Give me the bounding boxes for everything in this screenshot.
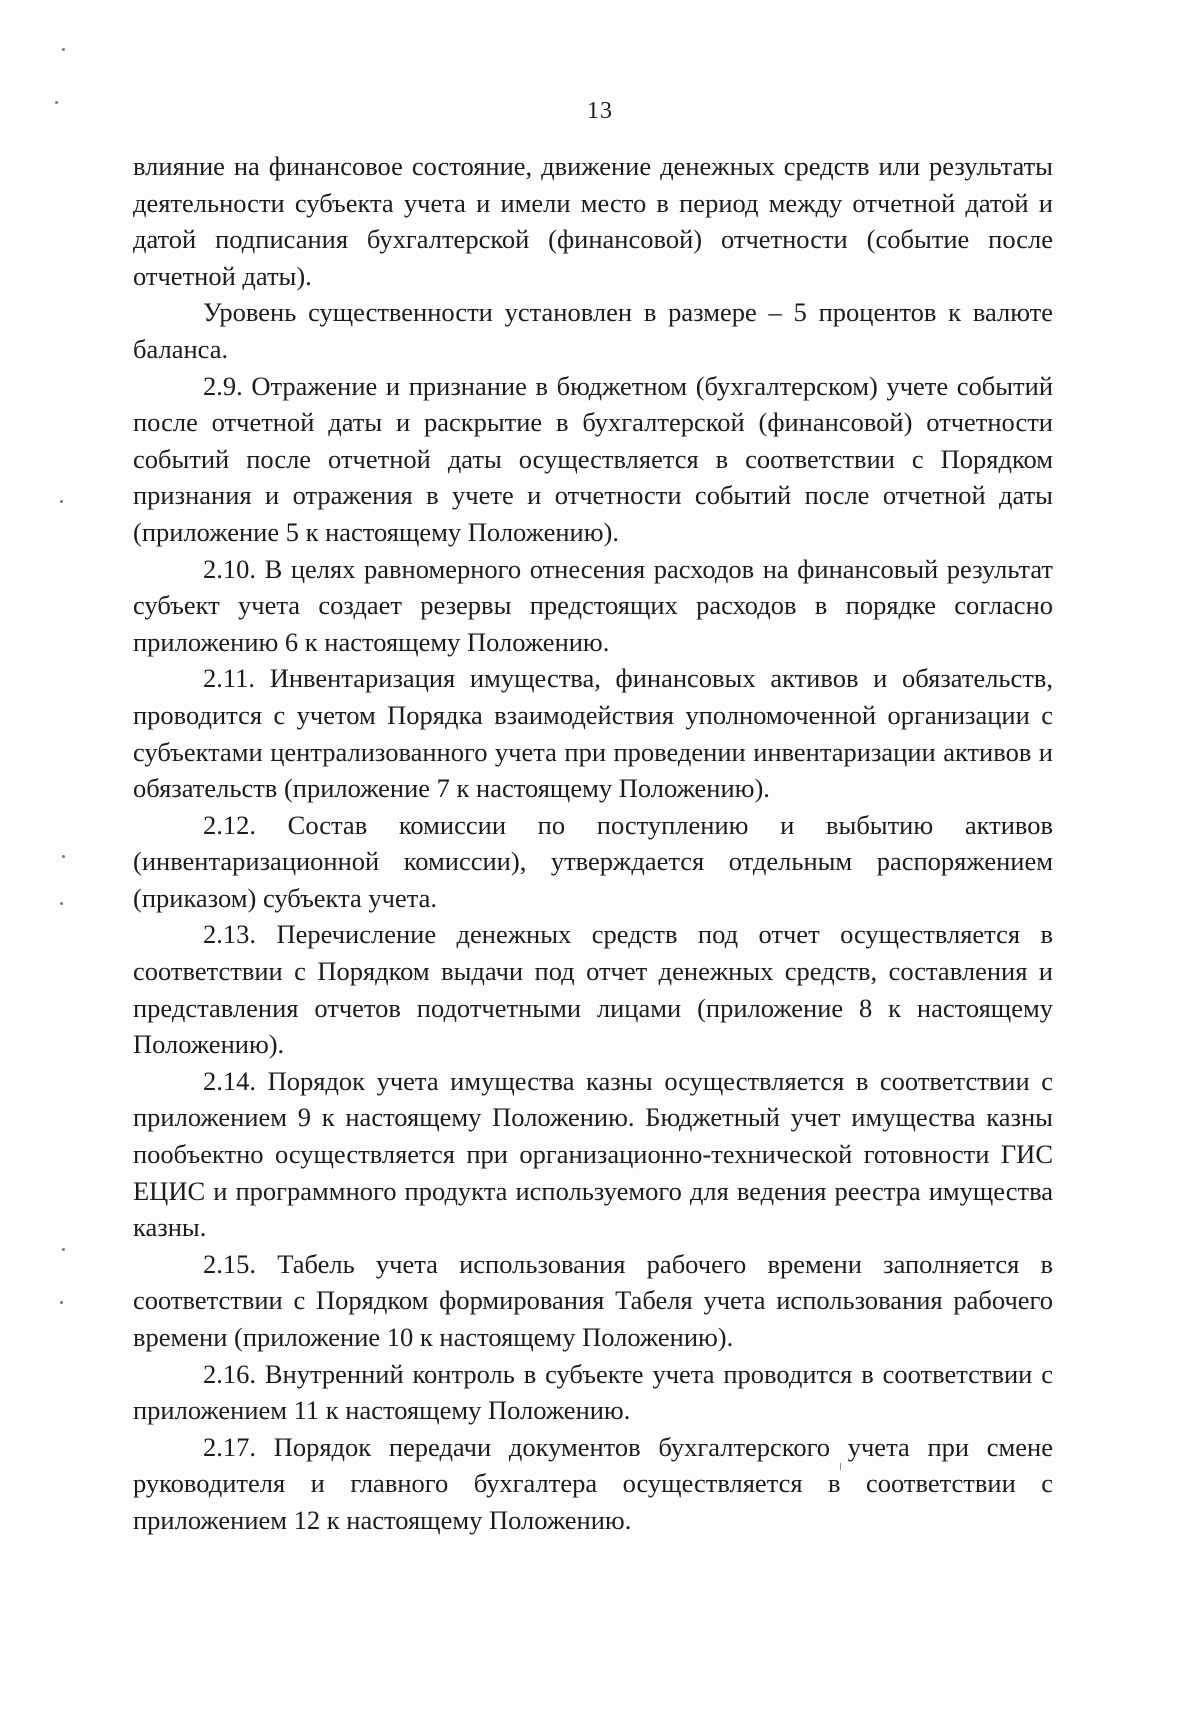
paragraph-materiality: Уровень существенности установлен в размере – 5 процентов к валюте баланса. <box>133 297 1053 364</box>
document-body <box>133 148 1053 1539</box>
paragraph-2-9: 2.9. Отражение и признание в бюджетном (бухгалтерском) учете событий после отчетной даты и раскрытие в бухгалтерской (финансовой) отчетности событий после отчетной даты осуществляется в соответствии с Порядком признания и отражения в учете и отчетности событий после отчетной даты (приложение 5 к настоящему Положению). <box>133 370 1053 547</box>
scan-speck <box>60 500 63 503</box>
paragraph-2-16: 2.16. Внутренний контроль в субъекте учета проводится в соответствии с приложением 11 к настоящему Положению. <box>133 1358 1053 1426</box>
paragraph-2-12: 2.12. Состав комиссии по поступлению и выбытию активов (инвентаризационной комиссии), утверждается отдельным распоряжением (приказом) субъекта учета. <box>133 809 1053 913</box>
paragraph-2-10: 2.10. В целях равномерного отнесения расходов на финансовый результат субъект учета создает резервы предстоящих расходов в порядке согласно приложению 6 к настоящему Положению. <box>133 553 1053 657</box>
paragraph-2-11: 2.11. Инвентаризация имущества, финансовых активов и обязательств, проводится с учетом Порядка взаимодействия уполномоченной организации с субъектами централизованного учета при проведении инвентаризации активов и обязательств (приложение 7 к настоящему Положению). <box>133 663 1053 804</box>
paragraph-2-13: 2.13. Перечисление денежных средств под отчет осуществляется в соответствии с Порядком выдачи под отчет денежных средств, составления и представления отчетов подотчетными лицами (приложение 8 к настоящему Положению). <box>133 919 1053 1060</box>
page-number: 13 <box>587 98 613 124</box>
paragraph-continuation: влияние на финансовое состояние, движение денежных средств или результаты деятельности субъекта учета и имели место в период между отчетной датой и датой подписания бухгалтерской (финансовой) отчетности (событие после отчетной даты). <box>133 151 1053 291</box>
paragraph-2-14: 2.14. Порядок учета имущества казны осуществляется в соответствии с приложением 9 к настоящему Положению. Бюджетный учет имущества казны пообъектно осуществляется при организационно-технической готовности ГИС ЕЦИС и программного продукта используемого для ведения реестра имущества казны. <box>133 1065 1053 1243</box>
scan-speck <box>62 1248 65 1251</box>
scan-speck <box>60 902 63 905</box>
scan-speck <box>60 1301 63 1304</box>
paragraph-2-17: 2.17. Порядок передачи документов бухгалтерского учета при смене руководителя и главного бухгалтера осуществляется в соответствии с приложением 12 к настоящему Положению. <box>133 1431 1053 1535</box>
scan-speck <box>62 855 65 858</box>
paragraph-2-15: 2.15. Табель учета использования рабочего времени заполняется в соответствии с Порядком формирования Табеля учета использования рабочего времени (приложение 10 к настоящему Положению). <box>133 1248 1053 1352</box>
scan-speck <box>62 48 65 51</box>
